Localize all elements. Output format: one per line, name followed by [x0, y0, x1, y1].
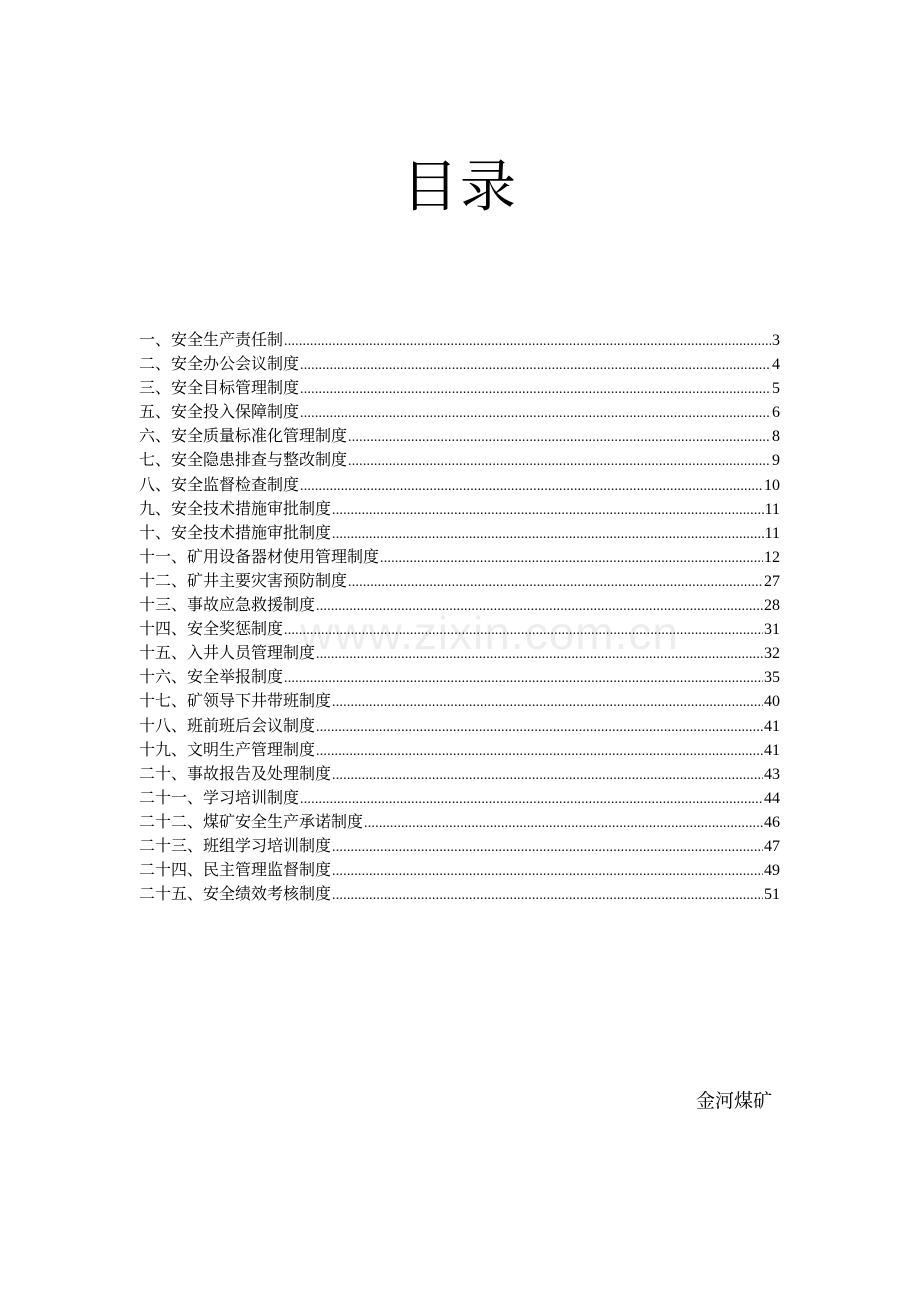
toc-dot-leader	[332, 884, 763, 908]
toc-entry-label: 十三、事故应急救援制度	[139, 595, 316, 615]
toc-dot-leader	[348, 571, 763, 595]
toc-entry[interactable]	[139, 762, 780, 786]
toc-entry-page: 11	[764, 500, 780, 518]
toc-entry[interactable]	[139, 689, 780, 713]
toc-dot-leader	[300, 378, 771, 402]
toc-entry-page: 6	[772, 404, 780, 422]
toc-entry[interactable]	[139, 665, 780, 689]
toc-entry-page: 51	[764, 886, 780, 904]
toc-entry-label: 三、安全目标管理制度	[139, 378, 300, 398]
toc-dot-leader	[316, 740, 763, 764]
toc-entry[interactable]	[139, 497, 780, 521]
toc-dot-leader	[300, 354, 771, 378]
toc-entry[interactable]	[139, 473, 780, 497]
toc-dot-leader	[348, 450, 771, 474]
toc-entry-label: 六、安全质量标准化管理制度	[139, 426, 348, 446]
toc-entry-page: 10	[764, 476, 780, 494]
toc-entry-page: 12	[764, 548, 780, 566]
toc-entry-page: 31	[764, 621, 780, 639]
toc-entry[interactable]	[139, 448, 780, 472]
toc-entry-label: 二十二、煤矿安全生产承诺制度	[139, 811, 364, 831]
toc-entry-label: 一、安全生产责任制	[139, 330, 284, 349]
toc-entry[interactable]	[139, 641, 780, 665]
toc-entry-label: 二、安全办公会议制度	[139, 354, 300, 374]
toc-entry-label: 七、安全隐患排查与整改制度	[139, 450, 348, 470]
toc-dot-leader	[316, 595, 763, 619]
toc-entry[interactable]	[139, 376, 780, 400]
table-of-contents	[139, 328, 780, 906]
toc-entry[interactable]	[139, 834, 780, 858]
toc-entry-label: 二十一、学习培训制度	[139, 787, 300, 807]
toc-entry-label: 十九、文明生产管理制度	[139, 739, 316, 759]
toc-entry-label: 十、安全技术措施审批制度	[139, 522, 332, 542]
toc-entry-label: 十二、矿井主要灾害预防制度	[139, 570, 348, 590]
toc-dot-leader	[332, 764, 763, 788]
toc-entry-page: 41	[764, 717, 780, 735]
toc-entry-page: 47	[764, 837, 780, 855]
toc-dot-leader	[300, 402, 771, 426]
toc-entry-label: 二十四、民主管理监督制度	[139, 860, 332, 880]
toc-entry[interactable]	[139, 882, 780, 906]
toc-entry-label: 十七、矿领导下井带班制度	[139, 691, 332, 711]
toc-entry[interactable]	[139, 352, 780, 376]
toc-dot-leader	[332, 691, 763, 715]
toc-entry-label: 二十、事故报告及处理制度	[139, 763, 332, 783]
toc-entry[interactable]	[139, 738, 780, 762]
page-title: 目录	[402, 154, 518, 220]
toc-entry-label: 五、安全投入保障制度	[139, 402, 300, 422]
toc-entry[interactable]	[139, 617, 780, 641]
toc-entry-page: 44	[764, 789, 780, 807]
toc-entry-page: 40	[764, 693, 780, 711]
toc-dot-leader	[316, 716, 763, 740]
toc-entry-page: 9	[772, 452, 780, 470]
toc-entry-page: 49	[764, 862, 780, 880]
toc-entry[interactable]	[139, 424, 780, 448]
toc-entry[interactable]	[139, 400, 780, 424]
toc-dot-leader	[332, 860, 763, 884]
toc-entry[interactable]	[139, 521, 780, 545]
toc-entry[interactable]	[139, 593, 780, 617]
toc-entry[interactable]	[139, 569, 780, 593]
toc-entry-page: 35	[764, 669, 780, 687]
toc-entry-label: 十五、入井人员管理制度	[139, 643, 316, 663]
toc-entry-page: 41	[764, 741, 780, 759]
toc-entry-label: 二十三、班组学习培训制度	[139, 835, 332, 855]
toc-dot-leader	[300, 475, 763, 499]
toc-entry[interactable]	[139, 328, 780, 352]
toc-entry-page: 46	[764, 813, 780, 831]
toc-dot-leader	[284, 330, 771, 354]
toc-dot-leader	[332, 499, 764, 523]
toc-entry-label: 十六、安全举报制度	[139, 667, 284, 687]
toc-entry-page: 27	[764, 572, 780, 590]
toc-dot-leader	[284, 619, 763, 643]
toc-entry[interactable]	[139, 786, 780, 810]
toc-entry[interactable]	[139, 810, 780, 834]
toc-dot-leader	[300, 788, 763, 812]
toc-entry[interactable]	[139, 858, 780, 882]
toc-entry-page: 3	[772, 332, 780, 349]
toc-entry-page: 5	[772, 380, 780, 398]
toc-entry[interactable]	[139, 714, 780, 738]
toc-dot-leader	[332, 523, 764, 547]
toc-dot-leader	[380, 547, 763, 571]
toc-dot-leader	[348, 426, 771, 450]
toc-entry-label: 九、安全技术措施审批制度	[139, 498, 332, 518]
toc-entry-label: 八、安全监督检查制度	[139, 474, 300, 494]
organization-signature: 金河煤矿	[696, 1090, 773, 1112]
toc-entry-label: 二十五、安全绩效考核制度	[139, 884, 332, 904]
toc-dot-leader	[284, 667, 763, 691]
toc-dot-leader	[316, 643, 763, 667]
toc-entry-label: 十一、矿用设备器材使用管理制度	[139, 546, 380, 566]
watermark-text: www.zixin.com.cn	[300, 607, 679, 659]
toc-entry-page: 32	[764, 645, 780, 663]
toc-entry-page: 4	[772, 356, 780, 374]
toc-entry-page: 8	[772, 428, 780, 446]
toc-entry-label: 十四、安全奖惩制度	[139, 619, 284, 639]
toc-entry-page: 11	[764, 524, 780, 542]
toc-dot-leader	[332, 836, 763, 860]
toc-entry-page: 28	[764, 597, 780, 615]
toc-entry-page: 43	[764, 765, 780, 783]
toc-entry-label: 十八、班前班后会议制度	[139, 715, 316, 735]
toc-entry[interactable]	[139, 545, 780, 569]
toc-dot-leader	[364, 812, 763, 836]
